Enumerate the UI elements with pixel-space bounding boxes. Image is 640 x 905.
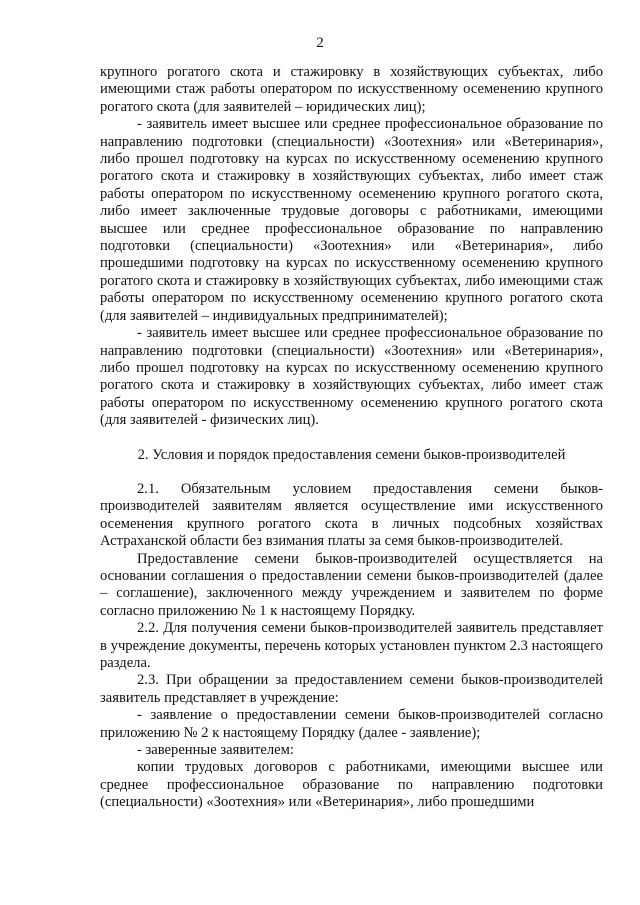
- paragraph-legal-entity-criteria: - заявитель имеет высшее или среднее профессиональное образование по направлению подготовки (специальности) «Зоотехния» или «Ветеринария», либо прошел подготовку на курсах по искусственному осеменению крупного рогатого скота и стажировку в хозяйствующих субъектах, либо имеет стаж работы оператором по искусственному осеменению крупного рогатого скота, либо имеет заключенные трудовые договоры с работниками, имеющими высшее или среднее профессиональное образование по направлению подготовки (специальности) «Зоотехния» или «Ветеринария», либо прошедшими подготовку на курсах по искусственному осеменению крупного рогатого скота и стажировку в хозяйствующих субъектах, либо имеющими стаж работы оператором по искусственному осеменению крупного рогатого скота (для заявителей – индивидуальных предпринимателей);: [100, 116, 603, 324]
- document-body: [100, 64, 603, 812]
- paragraph-2-1: 2.1. Обязательным условием предоставления семени быков-производителей заявителям является осуществление ими искусственного осеменения крупного рогатого скота в личных подсобных хозяйствах Астраханской области без взимания платы за семя быков-производителей.: [100, 480, 603, 550]
- section-heading: 2. Условия и порядок предоставления семени быков-производителей: [137, 446, 566, 463]
- paragraph-2-3: 2.3. При обращении за предоставлением семени быков-производителей заявитель представляет в учреждение:: [100, 672, 603, 706]
- list-item-application: - заявление о предоставлении семени быков-производителей согласно приложению № 2 к настоящему Порядку (далее - заявление);: [100, 707, 603, 741]
- paragraph-individual-criteria: - заявитель имеет высшее или среднее профессиональное образование по направлению подготовки (специальности) «Зоотехния» или «Ветеринария», либо прошел подготовку на курсах по искусственному осеменению крупного рогатого скота и стажировку в хозяйствующих субъектах, либо имеет стаж работы оператором по искусственному осеменению крупного рогатого скота (для заявителей - физических лиц).: [100, 325, 603, 429]
- paragraph-2-2: 2.2. Для получения семени быков-производителей заявитель представляет в учреждение документы, перечень которых установлен пунктом 2.3 настоящего раздела.: [100, 620, 603, 671]
- paragraph-agreement: Предоставление семени быков-производителей осуществляется на основании соглашения о предоставлении семени быков-производителей (далее – соглашение), заключенного между учреждением и заявителем по форме согласно приложению № 1 к настоящему Порядку.: [100, 550, 603, 619]
- page-number: 2: [316, 35, 324, 51]
- list-item-contracts: копии трудовых договоров с работниками, имеющими высшее или среднее профессиональное образование по направлению подготовки (специальности) «Зоотехния» или «Ветеринария», либо прошедшими: [100, 759, 603, 811]
- list-item-certified: - заверенные заявителем:: [137, 742, 294, 759]
- paragraph-continuation: крупного рогатого скота и стажировку в хозяйствующих субъектах, либо имеющими стаж работы оператором по искусственному осеменению крупного рогатого скота (для заявителей – юридических лиц);: [100, 64, 603, 115]
